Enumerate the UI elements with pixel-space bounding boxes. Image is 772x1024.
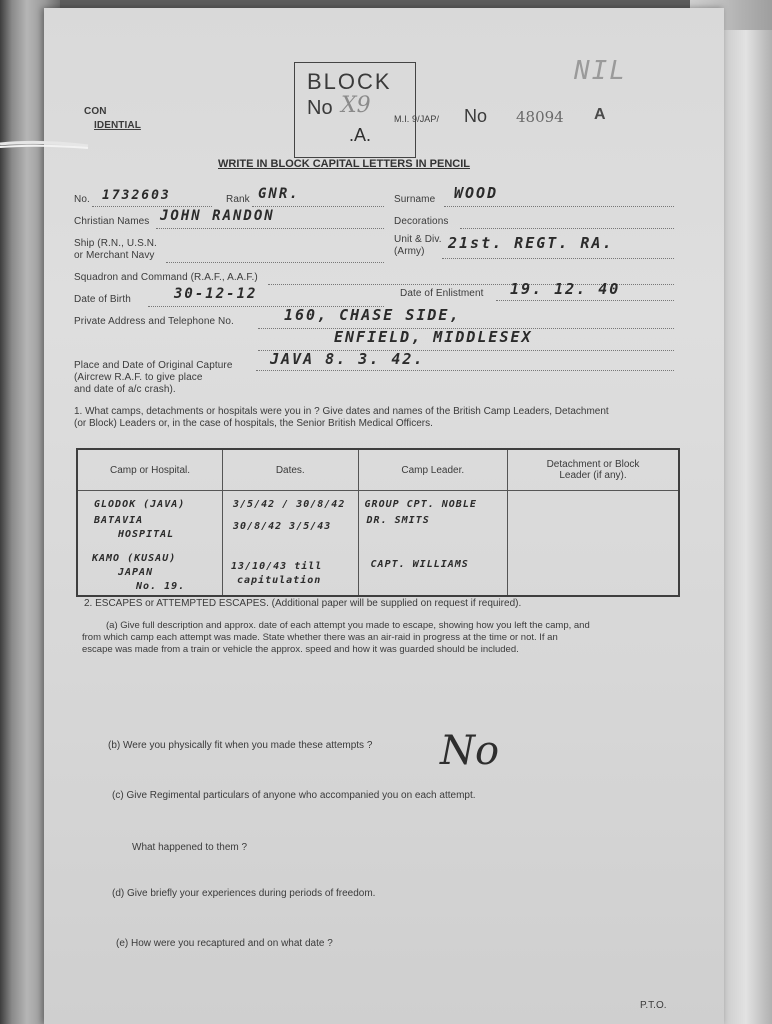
confidential-line-2: IDENTIAL — [94, 120, 141, 131]
col-camp-header: Camp or Hospital. — [77, 449, 223, 491]
camp-entry: BATAVIA — [94, 515, 144, 526]
block-stamp — [294, 62, 416, 158]
address-label: Private Address and Telephone No. — [74, 316, 234, 327]
stamp-letter: .A. — [349, 125, 372, 145]
service-no-label: No. — [74, 194, 90, 205]
camp-entry: GLODOK (JAVA) — [94, 499, 186, 510]
question-2e: (e) How were you recaptured and on what date ? — [116, 938, 333, 949]
camp-entry: No. 19. — [136, 581, 186, 592]
question-2b-answer: No — [440, 728, 500, 774]
detachment-cell — [508, 491, 680, 597]
capture-label-1: Place and Date of Original Capture — [74, 360, 233, 371]
decorations-label: Decorations — [394, 216, 449, 227]
file-string-tie — [0, 130, 92, 154]
detachment-header-line-2: Leader (if any). — [559, 470, 627, 481]
stamp-title: BLOCK — [307, 69, 392, 94]
camp-entry: KAMO (KUSAU) — [92, 553, 177, 564]
form-suffix: A — [594, 106, 606, 123]
question-2a-line-2: from which camp each attempt was made. State whether there was an air-raid in progress at the time or not. If an — [82, 632, 558, 643]
rank-label: Rank — [226, 194, 250, 205]
unit-label-2: (Army) — [394, 246, 425, 257]
squadron-label: Squadron and Command (R.A.F., A.A.F.) — [74, 272, 258, 283]
question-2d: (d) Give briefly your experiences during periods of freedom. — [112, 888, 376, 899]
back-page-edge — [720, 30, 772, 1024]
dob-label: Date of Birth — [74, 294, 131, 305]
col-dates-header: Dates. — [223, 449, 359, 491]
service-no-value: 1732603 — [102, 188, 171, 203]
surname-value: WOOD — [454, 184, 499, 202]
capture-value: JAVA 8. 3. 42. — [270, 350, 425, 368]
surname-label: Surname — [394, 194, 436, 205]
stamp-no-label: No — [307, 97, 333, 119]
question-2b: (b) Were you physically fit when you made these attempts ? — [108, 740, 373, 751]
form-number: 48094 — [516, 108, 564, 126]
dates-entry: capitulation — [237, 575, 322, 586]
detachment-header-line-1: Detachment or Block — [546, 459, 640, 470]
address-line-2: ENFIELD, MIDDLESEX — [334, 328, 533, 346]
dates-cell — [223, 491, 359, 597]
col-detachment-header — [508, 449, 680, 491]
ref-code: M.I. 9/JAP/ — [394, 114, 440, 124]
capture-label-2: (Aircrew R.A.F. to give place — [74, 372, 203, 383]
ship-label-1: Ship (R.N., U.S.N. — [74, 238, 157, 249]
instruction-heading: WRITE IN BLOCK CAPITAL LETTERS IN PENCIL — [218, 158, 470, 170]
camp-entry: HOSPITAL — [118, 529, 175, 540]
camps-table — [76, 448, 680, 597]
unit-label-1: Unit & Div. — [394, 234, 442, 245]
leader-entry: GROUP CPT. NOBLE — [364, 499, 477, 510]
confidential-line-1: CON — [84, 106, 107, 117]
question-1-line-2: (or Block) Leaders or, in the case of hospitals, the Senior British Medical Officers. — [74, 418, 433, 429]
leader-entry: DR. SMITS — [366, 515, 430, 526]
question-2-heading: 2. ESCAPES or ATTEMPTED ESCAPES. (Additional paper will be supplied on request if required). — [84, 598, 522, 609]
rank-value: GNR. — [258, 186, 300, 202]
col-leader-header: Camp Leader. — [358, 449, 507, 491]
camp-cell — [77, 491, 223, 597]
dob-value: 30-12-12 — [174, 286, 258, 302]
dates-entry: 3/5/42 / 30/8/42 — [233, 499, 346, 510]
corner-note: NIL — [574, 56, 627, 86]
enlistment-value: 19. 12. 40 — [510, 280, 621, 298]
dates-entry: 30/8/42 3/5/43 — [233, 521, 332, 532]
christian-names-value: JOHN RANDON — [160, 208, 275, 224]
question-1-line-1: 1. What camps, detachments or hospitals were you in ? Give dates and names of the British Camp Leaders, Detachment — [74, 406, 609, 417]
dates-entry: 13/10/43 till — [231, 561, 323, 572]
christian-names-label: Christian Names — [74, 216, 150, 227]
capture-label-3: and date of a/c crash). — [74, 384, 176, 395]
leader-cell — [358, 491, 507, 597]
question-2c-followup: What happened to them ? — [132, 842, 248, 853]
ship-label-2: or Merchant Navy — [74, 250, 155, 261]
camp-entry: JAPAN — [118, 567, 154, 578]
question-2a-line-3: escape was made from a train or vehicle the approx. speed and how it was guarded should be included. — [82, 644, 519, 655]
unit-value: 21st. REGT. RA. — [448, 234, 614, 252]
address-line-1: 160, CHASE SIDE, — [284, 306, 461, 324]
form-sheet — [44, 8, 724, 1024]
enlistment-label: Date of Enlistment — [400, 288, 484, 299]
question-2a-line-1: (a) Give full description and approx. date of each attempt you made to escape, showing how you left the camp, and — [106, 620, 590, 631]
leader-entry: CAPT. WILLIAMS — [370, 559, 469, 570]
form-no-label: No — [464, 106, 488, 126]
question-2c: (c) Give Regimental particulars of anyone who accompanied you on each attempt. — [112, 790, 476, 801]
stamp-number: X9 — [341, 93, 371, 118]
pto-label: P.T.O. — [640, 1000, 667, 1011]
